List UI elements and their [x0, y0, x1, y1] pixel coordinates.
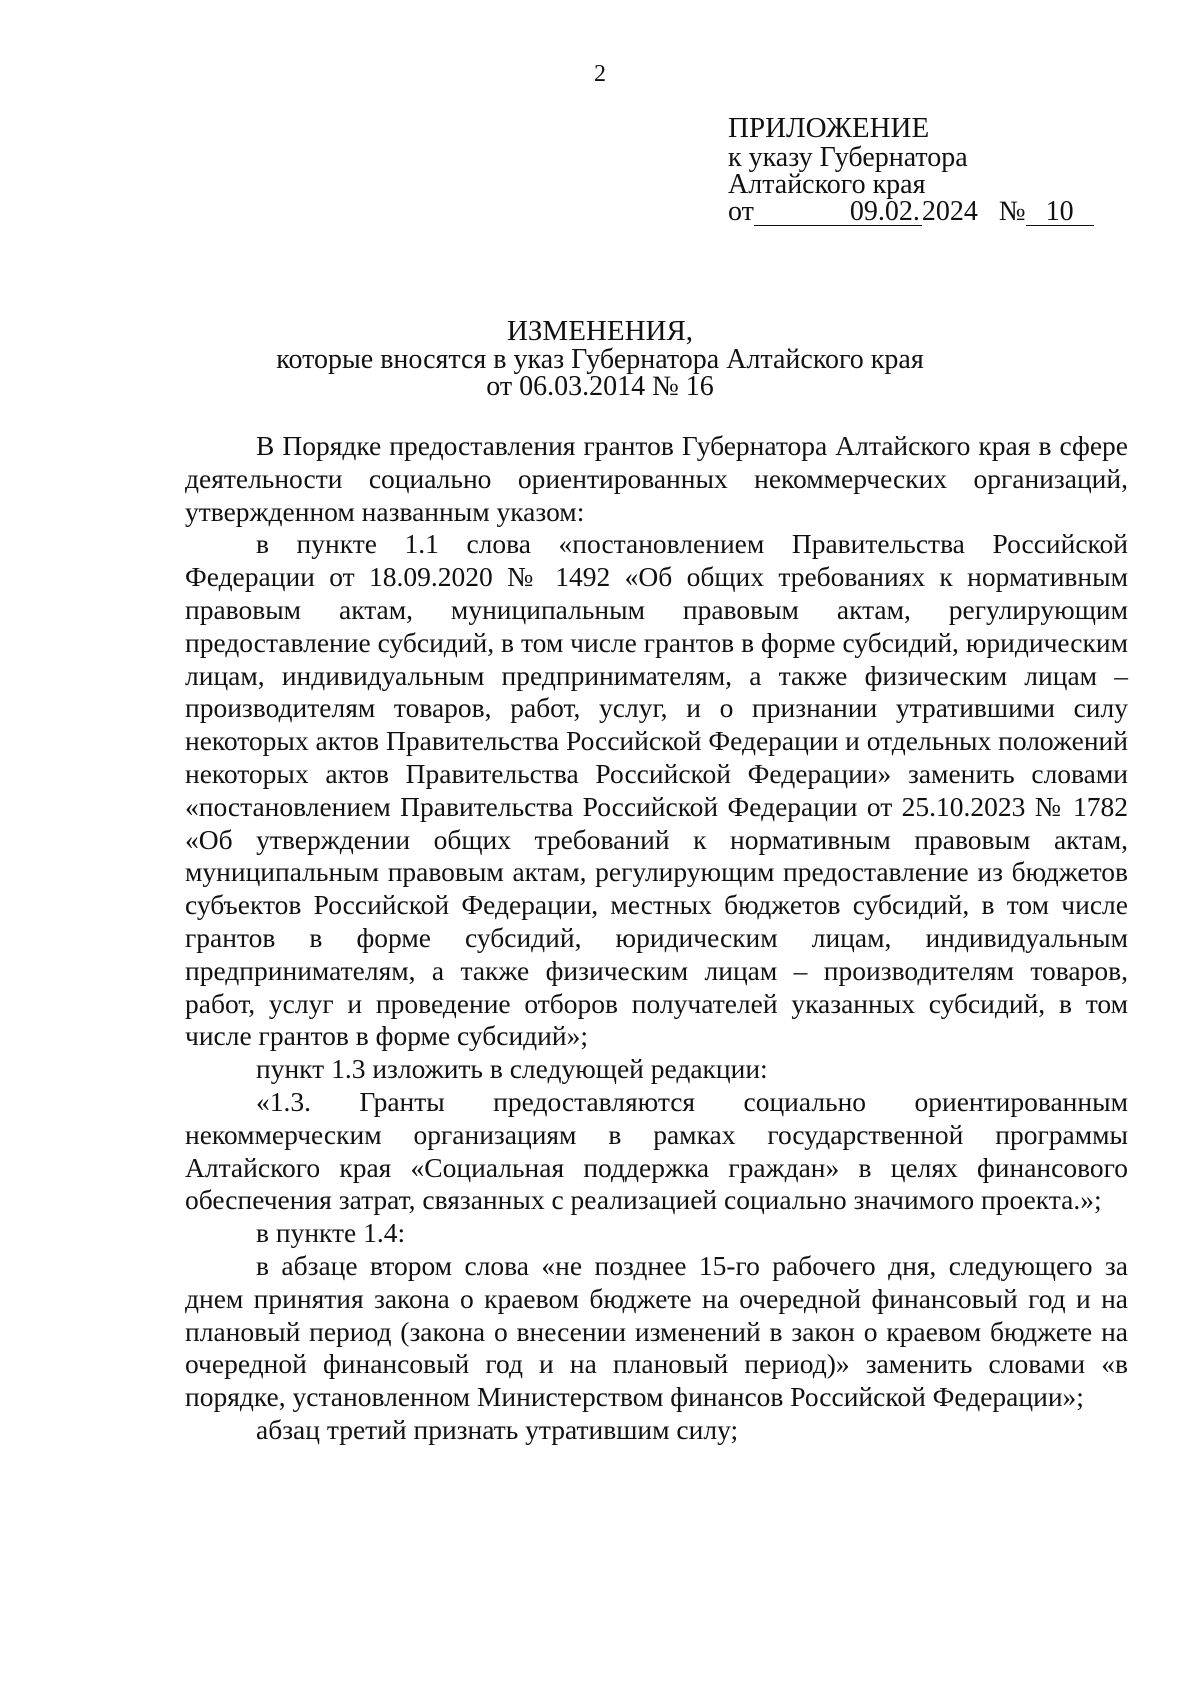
date-field	[754, 196, 922, 227]
heading-title: ИЗМЕНЕНИЯ,	[506, 315, 694, 347]
page-number: 2	[594, 61, 606, 87]
appendix-line-region: Алтайского края	[728, 169, 926, 200]
heading-subtitle: которые вносятся в указ Губернатора Алтайского края	[276, 344, 924, 375]
appendix-block	[728, 112, 1148, 226]
document-heading	[0, 316, 1200, 400]
document-body	[185, 430, 1128, 1447]
number-sign: №	[998, 196, 1026, 227]
paragraph-item-1-3-text: «1.3. Гранты предоставляются социально ориентированным некоммерческим организациям в рамках государственной программы Алтайского края «Социальная поддержка граждан» в целях финансового обеспечения затрат, связанных с реализацией социально значимого проекта.»;	[185, 1085, 1128, 1216]
number-value: 10	[1045, 196, 1074, 227]
appendix-date-line	[728, 198, 1148, 226]
paragraph-item-1-1: в пункте 1.1 слова «постановлением Правительства Российской Федерации от 18.09.2020 № 1492 «Об общих требованиях к нормативным правовым актам, муниципальным правовым актам, регулирующим предоставление субсидий, в том числе грантов в форме субсидий, юридическим лицам, индивидуальным предпринимателям, а также физическим лицам – производителям товаров, работ, услуг, и о признании утратившими силу некоторых актов Правительства Российской Федерации и отдельных положений некоторых актов Правительства Российской Федерации» заменить словами «постановлением Правительства Российской Федерации от 25.10.2023 № 1782 «Об утверждении общих требований к нормативным правовым актам, муниципальным правовым актам, регулирующим предоставление из бюджетов субъектов Российской Федерации, местных бюджетов субсидий, в том числе грантов в форме субсидий, юридическим лицам, индивидуальным предпринимателям, а также физическим лицам – производителям товаров, работ, услуг и проведение отборов получателей указанных субсидий, в том числе грантов в форме субсидий»;	[185, 528, 1128, 1052]
date-prefix: от	[728, 196, 754, 227]
paragraph-intro: В Порядке предоставления грантов Губернатора Алтайского края в сфере деятельности социально ориентированных некоммерческих организаций, утвержденном названным указом:	[185, 430, 1128, 527]
heading-reference: от 06.03.2014 № 16	[486, 371, 714, 402]
paragraph-item-1-3-intro: пункт 1.3 изложить в следующей редакции:	[256, 1053, 768, 1085]
paragraph-item-1-4-second: в абзаце втором слова «не позднее 15-го рабочего дня, следующего за днем принятия закона о краевом бюджете на очередной финансовый год и на плановый период (закона о внесении изменений в закон о краевом бюджете на очередной финансовый год и на плановый период)» заменить словами «в порядке, установленном Министерством финансов Российской Федерации»;	[185, 1249, 1128, 1413]
number-field	[1026, 196, 1094, 227]
date-value: 09.02.	[849, 196, 920, 227]
appendix-title: ПРИЛОЖЕНИЕ	[728, 112, 930, 144]
appendix-line-decree: к указу Губернатора	[728, 142, 968, 173]
year-value: 2024	[921, 196, 978, 227]
paragraph-item-1-4-third: абзац третий признать утратившим силу;	[256, 1413, 739, 1445]
paragraph-item-1-4-intro: в пункте 1.4:	[256, 1217, 406, 1249]
